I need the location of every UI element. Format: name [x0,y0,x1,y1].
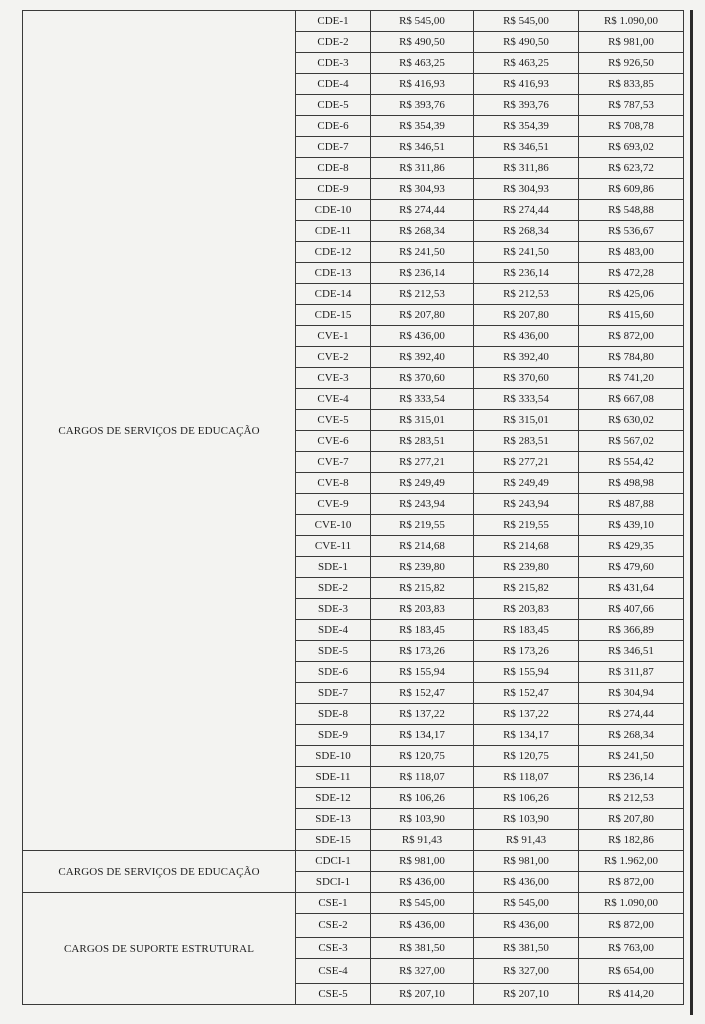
value-cell-b: R$ 239,80 [474,557,579,578]
value-cell-total: R$ 311,87 [579,662,684,683]
value-cell-b: R$ 241,50 [474,242,579,263]
value-cell-a: R$ 354,39 [371,116,474,137]
value-cell-total: R$ 439,10 [579,515,684,536]
value-cell-a: R$ 212,53 [371,284,474,305]
value-cell-a: R$ 268,34 [371,221,474,242]
value-cell-total: R$ 479,60 [579,557,684,578]
value-cell-total: R$ 207,80 [579,809,684,830]
value-cell-b: R$ 203,83 [474,599,579,620]
value-cell-b: R$ 103,90 [474,809,579,830]
cargo-code-cell: SDE-2 [296,578,371,599]
cargo-code-cell: CSE-5 [296,984,371,1005]
cargo-code-cell: SDE-3 [296,599,371,620]
cargo-code-cell: SDE-7 [296,683,371,704]
value-cell-a: R$ 236,14 [371,263,474,284]
value-cell-total: R$ 498,98 [579,473,684,494]
value-cell-a: R$ 381,50 [371,938,474,959]
value-cell-b: R$ 283,51 [474,431,579,452]
cargo-code-cell: SDE-4 [296,620,371,641]
value-cell-b: R$ 354,39 [474,116,579,137]
value-cell-b: R$ 91,43 [474,830,579,851]
salary-table [22,10,684,1005]
value-cell-b: R$ 118,07 [474,767,579,788]
value-cell-a: R$ 173,26 [371,641,474,662]
value-cell-total: R$ 366,89 [579,620,684,641]
value-cell-b: R$ 416,93 [474,74,579,95]
value-cell-total: R$ 429,35 [579,536,684,557]
value-cell-a: R$ 416,93 [371,74,474,95]
cargo-code-cell: CDCI-1 [296,851,371,872]
value-cell-total: R$ 536,67 [579,221,684,242]
value-cell-b: R$ 370,60 [474,368,579,389]
cargo-code-cell: SDE-8 [296,704,371,725]
value-cell-a: R$ 106,26 [371,788,474,809]
value-cell-total: R$ 833,85 [579,74,684,95]
value-cell-a: R$ 207,80 [371,305,474,326]
value-cell-total: R$ 609,86 [579,179,684,200]
value-cell-total: R$ 784,80 [579,347,684,368]
value-cell-b: R$ 545,00 [474,11,579,32]
cargo-code-cell: SDE-13 [296,809,371,830]
value-cell-b: R$ 207,80 [474,305,579,326]
cargo-code-cell: SDE-11 [296,767,371,788]
value-cell-total: R$ 346,51 [579,641,684,662]
value-cell-total: R$ 268,34 [579,725,684,746]
cargo-code-cell: CDE-13 [296,263,371,284]
value-cell-total: R$ 763,00 [579,938,684,959]
cargo-code-cell: CVE-3 [296,368,371,389]
value-cell-b: R$ 137,22 [474,704,579,725]
value-cell-b: R$ 463,25 [474,53,579,74]
cargo-code-cell: CDE-9 [296,179,371,200]
value-cell-a: R$ 214,68 [371,536,474,557]
value-cell-a: R$ 346,51 [371,137,474,158]
cargo-code-cell: CDE-15 [296,305,371,326]
value-cell-a: R$ 283,51 [371,431,474,452]
value-cell-a: R$ 91,43 [371,830,474,851]
value-cell-total: R$ 483,00 [579,242,684,263]
value-cell-a: R$ 392,40 [371,347,474,368]
value-cell-total: R$ 236,14 [579,767,684,788]
value-cell-b: R$ 155,94 [474,662,579,683]
value-cell-total: R$ 425,06 [579,284,684,305]
value-cell-b: R$ 436,00 [474,872,579,893]
cargo-code-cell: CVE-6 [296,431,371,452]
value-cell-a: R$ 436,00 [371,914,474,938]
value-cell-a: R$ 219,55 [371,515,474,536]
value-cell-total: R$ 431,64 [579,578,684,599]
value-cell-total: R$ 1.090,00 [579,893,684,914]
value-cell-total: R$ 630,02 [579,410,684,431]
value-cell-total: R$ 708,78 [579,116,684,137]
value-cell-b: R$ 183,45 [474,620,579,641]
value-cell-b: R$ 106,26 [474,788,579,809]
value-cell-a: R$ 327,00 [371,959,474,984]
value-cell-b: R$ 436,00 [474,326,579,347]
value-cell-b: R$ 315,01 [474,410,579,431]
value-cell-a: R$ 545,00 [371,11,474,32]
cargo-code-cell: SDE-9 [296,725,371,746]
cargo-code-cell: SDE-12 [296,788,371,809]
value-cell-a: R$ 463,25 [371,53,474,74]
value-cell-b: R$ 236,14 [474,263,579,284]
value-cell-a: R$ 490,50 [371,32,474,53]
value-cell-b: R$ 215,82 [474,578,579,599]
value-cell-b: R$ 173,26 [474,641,579,662]
value-cell-total: R$ 1.962,00 [579,851,684,872]
value-cell-b: R$ 152,47 [474,683,579,704]
table-row [23,11,684,32]
cargo-code-cell: CVE-5 [296,410,371,431]
cargo-code-cell: SDE-5 [296,641,371,662]
value-cell-total: R$ 548,88 [579,200,684,221]
value-cell-a: R$ 243,94 [371,494,474,515]
value-cell-a: R$ 215,82 [371,578,474,599]
value-cell-b: R$ 214,68 [474,536,579,557]
value-cell-total: R$ 1.090,00 [579,11,684,32]
cargo-code-cell: CDE-5 [296,95,371,116]
value-cell-a: R$ 274,44 [371,200,474,221]
cargo-code-cell: CDE-12 [296,242,371,263]
cargo-code-cell: CSE-4 [296,959,371,984]
value-cell-total: R$ 415,60 [579,305,684,326]
value-cell-a: R$ 183,45 [371,620,474,641]
value-cell-total: R$ 623,72 [579,158,684,179]
value-cell-total: R$ 241,50 [579,746,684,767]
value-cell-a: R$ 333,54 [371,389,474,410]
value-cell-total: R$ 872,00 [579,326,684,347]
value-cell-total: R$ 182,86 [579,830,684,851]
value-cell-b: R$ 346,51 [474,137,579,158]
value-cell-total: R$ 487,88 [579,494,684,515]
value-cell-a: R$ 304,93 [371,179,474,200]
value-cell-b: R$ 327,00 [474,959,579,984]
cargo-code-cell: CDE-3 [296,53,371,74]
value-cell-a: R$ 241,50 [371,242,474,263]
value-cell-total: R$ 787,53 [579,95,684,116]
value-cell-b: R$ 207,10 [474,984,579,1005]
value-cell-a: R$ 155,94 [371,662,474,683]
table-row [23,893,684,914]
value-cell-total: R$ 567,02 [579,431,684,452]
cargo-code-cell: CDE-7 [296,137,371,158]
value-cell-b: R$ 274,44 [474,200,579,221]
value-cell-total: R$ 407,66 [579,599,684,620]
value-cell-total: R$ 274,44 [579,704,684,725]
value-cell-b: R$ 277,21 [474,452,579,473]
value-cell-b: R$ 219,55 [474,515,579,536]
value-cell-b: R$ 243,94 [474,494,579,515]
value-cell-a: R$ 981,00 [371,851,474,872]
value-cell-a: R$ 393,76 [371,95,474,116]
cargo-code-cell: SDE-15 [296,830,371,851]
value-cell-a: R$ 203,83 [371,599,474,620]
cargo-code-cell: CVE-1 [296,326,371,347]
page-edge-line [690,10,693,1015]
value-cell-a: R$ 249,49 [371,473,474,494]
value-cell-total: R$ 212,53 [579,788,684,809]
cargo-code-cell: CSE-1 [296,893,371,914]
cargo-code-cell: CVE-4 [296,389,371,410]
cargo-code-cell: SDCI-1 [296,872,371,893]
cargo-code-cell: CVE-8 [296,473,371,494]
value-cell-a: R$ 277,21 [371,452,474,473]
value-cell-a: R$ 315,01 [371,410,474,431]
value-cell-total: R$ 667,08 [579,389,684,410]
cargo-code-cell: SDE-10 [296,746,371,767]
value-cell-b: R$ 304,93 [474,179,579,200]
table-row [23,851,684,872]
cargo-code-cell: CVE-9 [296,494,371,515]
value-cell-a: R$ 120,75 [371,746,474,767]
value-cell-b: R$ 120,75 [474,746,579,767]
value-cell-total: R$ 414,20 [579,984,684,1005]
cargo-code-cell: CVE-11 [296,536,371,557]
cargo-code-cell: CDE-4 [296,74,371,95]
group-label: CARGOS DE SUPORTE ESTRUTURAL [23,893,296,1005]
value-cell-total: R$ 554,42 [579,452,684,473]
cargo-code-cell: CDE-2 [296,32,371,53]
value-cell-b: R$ 333,54 [474,389,579,410]
cargo-code-cell: CDE-8 [296,158,371,179]
value-cell-a: R$ 207,10 [371,984,474,1005]
value-cell-b: R$ 981,00 [474,851,579,872]
cargo-code-cell: CDE-10 [296,200,371,221]
cargo-code-cell: CSE-3 [296,938,371,959]
value-cell-total: R$ 693,02 [579,137,684,158]
value-cell-total: R$ 926,50 [579,53,684,74]
value-cell-a: R$ 152,47 [371,683,474,704]
value-cell-a: R$ 370,60 [371,368,474,389]
cargo-code-cell: CVE-2 [296,347,371,368]
value-cell-a: R$ 118,07 [371,767,474,788]
value-cell-b: R$ 249,49 [474,473,579,494]
value-cell-a: R$ 137,22 [371,704,474,725]
value-cell-b: R$ 392,40 [474,347,579,368]
value-cell-a: R$ 239,80 [371,557,474,578]
group-label: CARGOS DE SERVIÇOS DE EDUCAÇÃO [23,851,296,893]
value-cell-b: R$ 268,34 [474,221,579,242]
salary-table-body [23,11,684,1005]
value-cell-b: R$ 393,76 [474,95,579,116]
value-cell-a: R$ 545,00 [371,893,474,914]
value-cell-total: R$ 304,94 [579,683,684,704]
cargo-code-cell: SDE-1 [296,557,371,578]
value-cell-a: R$ 103,90 [371,809,474,830]
value-cell-b: R$ 134,17 [474,725,579,746]
value-cell-total: R$ 741,20 [579,368,684,389]
value-cell-total: R$ 981,00 [579,32,684,53]
cargo-code-cell: CDE-6 [296,116,371,137]
cargo-code-cell: CDE-14 [296,284,371,305]
value-cell-a: R$ 436,00 [371,872,474,893]
value-cell-b: R$ 311,86 [474,158,579,179]
value-cell-total: R$ 872,00 [579,914,684,938]
value-cell-b: R$ 490,50 [474,32,579,53]
value-cell-total: R$ 472,28 [579,263,684,284]
value-cell-b: R$ 381,50 [474,938,579,959]
value-cell-total: R$ 872,00 [579,872,684,893]
value-cell-b: R$ 436,00 [474,914,579,938]
cargo-code-cell: CVE-7 [296,452,371,473]
value-cell-a: R$ 134,17 [371,725,474,746]
value-cell-a: R$ 311,86 [371,158,474,179]
group-label: CARGOS DE SERVIÇOS DE EDUCAÇÃO [23,11,296,851]
value-cell-a: R$ 436,00 [371,326,474,347]
value-cell-b: R$ 212,53 [474,284,579,305]
cargo-code-cell: CDE-11 [296,221,371,242]
value-cell-b: R$ 545,00 [474,893,579,914]
cargo-code-cell: CSE-2 [296,914,371,938]
value-cell-total: R$ 654,00 [579,959,684,984]
cargo-code-cell: CVE-10 [296,515,371,536]
cargo-code-cell: CDE-1 [296,11,371,32]
cargo-code-cell: SDE-6 [296,662,371,683]
